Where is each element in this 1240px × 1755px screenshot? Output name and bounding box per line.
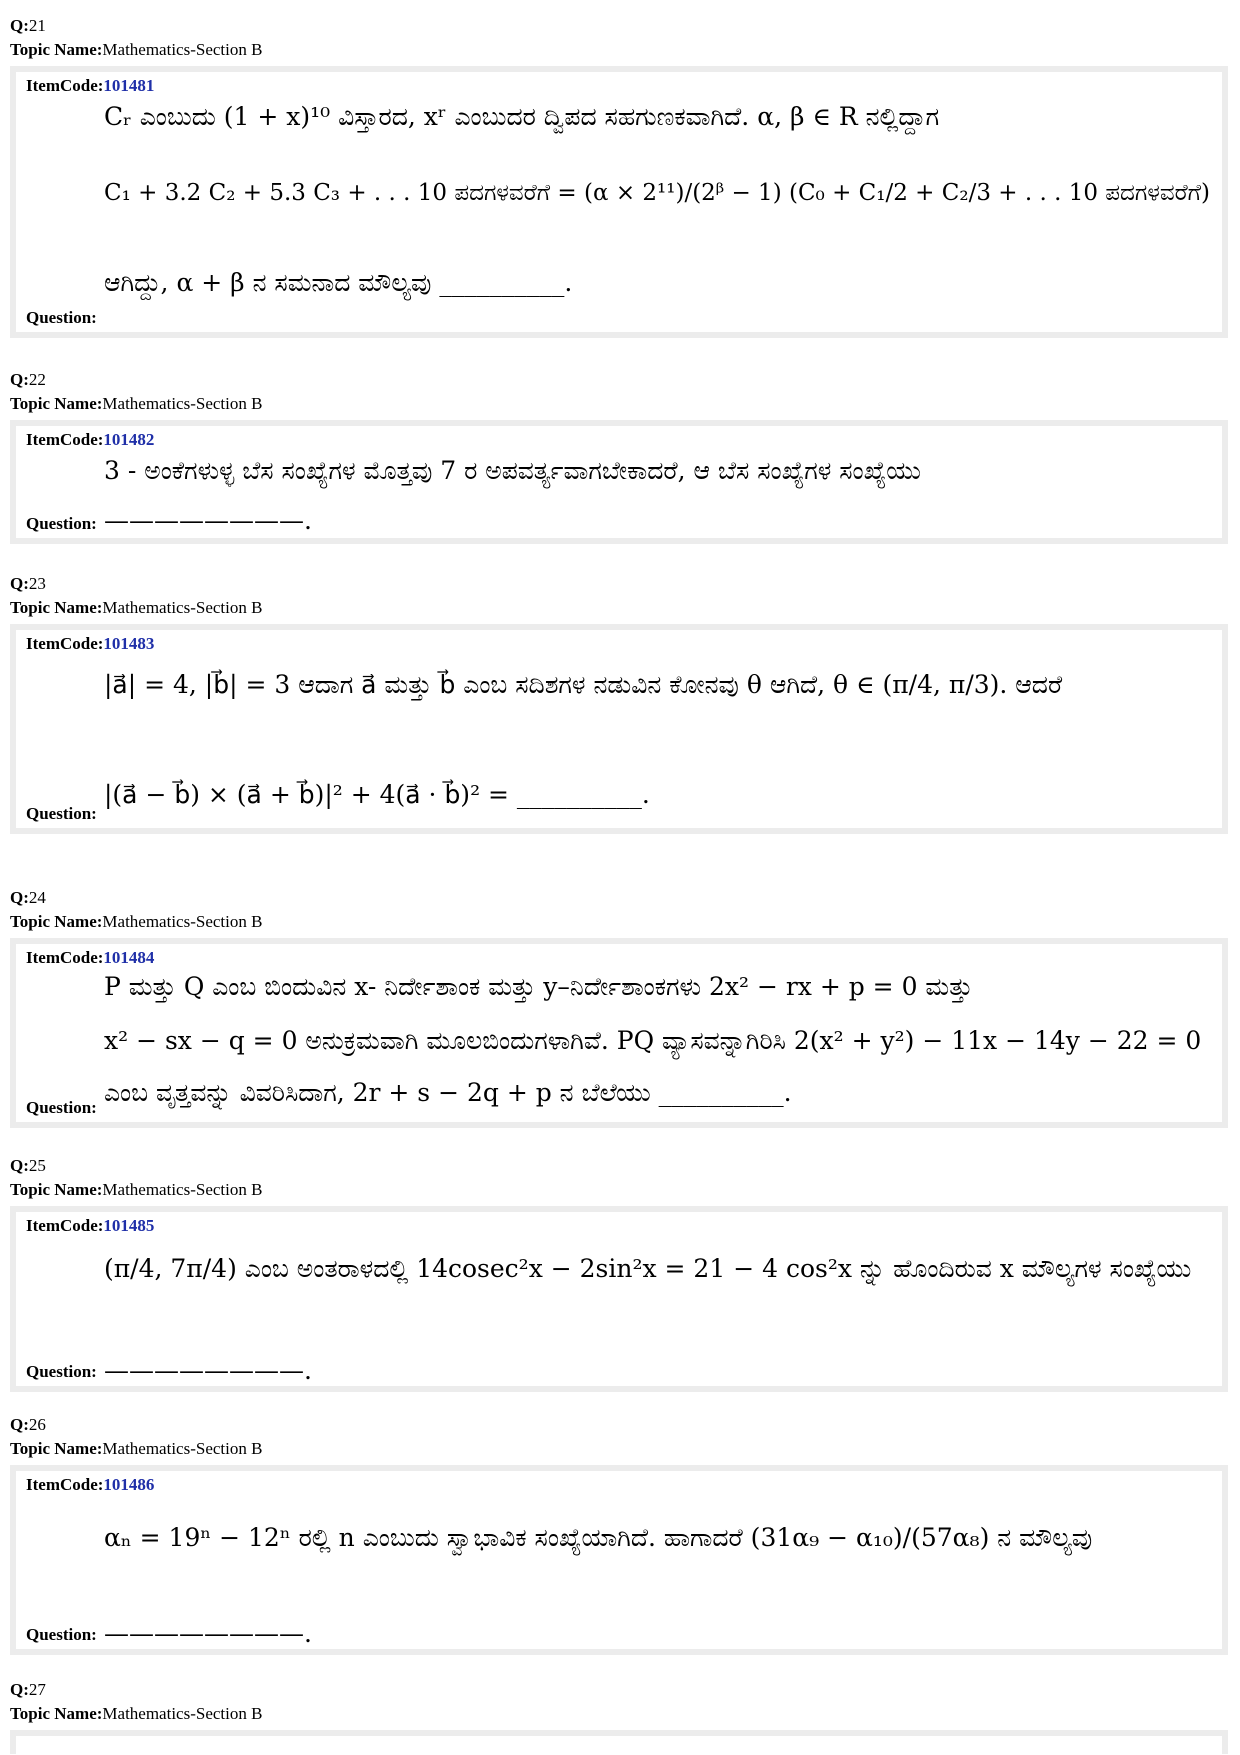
item-code: ItemCode:101481 (26, 76, 155, 95)
question-text-line: αₙ = 19ⁿ − 12ⁿ ರಲ್ಲಿ n ಎಂಬುದು ಸ್ವಾಭಾವಿಕ ಸಂಖ್ಯೆಯಾಗಿದೆ. ಹಾಗಾದರೆ (31α₉ − α₁₀)/(57α₈) ನ ಮೌಲ್ಯವು (104, 1523, 1093, 1552)
question-label: Question: (26, 1362, 97, 1381)
question-number: Q:25 (10, 1156, 46, 1175)
question-number: Q:22 (10, 370, 46, 389)
question-box (10, 1730, 1228, 1754)
question-label: Question: (26, 804, 97, 823)
item-code: ItemCode:101485 (26, 1216, 155, 1235)
question-text-line: P ಮತ್ತು Q ಎಂಬ ಬಿಂದುವಿನ x- ನಿರ್ದೇಶಾಂಕ ಮತ್ತು y–ನಿರ್ದೇಶಾಂಕಗಳು 2x² − rx + p = 0 ಮತ್ತು (104, 972, 973, 1001)
question-label: Question: (26, 514, 97, 533)
question-label: Question: (26, 308, 97, 327)
question-box (10, 420, 1228, 544)
question-23 (10, 572, 1230, 834)
item-code: ItemCode:101483 (26, 634, 155, 653)
question-number: Q:24 (10, 888, 46, 907)
question-21 (10, 14, 1230, 338)
question-text-line: ಆಗಿದ್ದು, α + β ನ ಸಮನಾದ ಮೌಲ್ಯವು __________. (104, 268, 573, 297)
item-code: ItemCode:101482 (26, 430, 155, 449)
question-box (10, 1465, 1228, 1655)
question-text-line: (π/4, 7π/4) ಎಂಬ ಅಂತರಾಳದಲ್ಲಿ 14cosec²x − 2sin²x = 21 − 4 cos²x ನ್ನು ಹೊಂದಿರುವ x ಮೌಲ್ಯಗಳ ಸಂಖ್ಯೆಯು (104, 1254, 1192, 1283)
question-label: Question: (26, 1098, 97, 1117)
question-text-line: 3 - ಅಂಕೆಗಳುಳ್ಳ ಬೆಸ ಸಂಖ್ಯೆಗಳ ಮೊತ್ತವು 7 ರ ಅಪವರ್ತ್ಯವಾಗಬೇಕಾದರೆ, ಆ ಬೆಸ ಸಂಖ್ಯೆಗಳ ಸಂಖ್ಯೆಯು (104, 456, 921, 485)
question-24 (10, 886, 1230, 1128)
question-text-line: |a⃗| = 4, |b⃗| = 3 ಆದಾಗ a⃗ ಮತ್ತು b⃗ ಎಂಬ ಸದಿಶಗಳ ನಡುವಿನ ಕೋನವು θ ಆಗಿದೆ, θ ∈ (π/4, π/3). ಆದರೆ (104, 670, 1063, 699)
question-box (10, 1206, 1228, 1392)
answer-blank: ————————. (104, 1356, 312, 1385)
topic-name: Topic Name:Mathematics-Section B (10, 394, 263, 413)
question-number: Q:27 (10, 1680, 46, 1699)
topic-name: Topic Name:Mathematics-Section B (10, 598, 263, 617)
question-box (10, 624, 1228, 834)
question-26 (10, 1413, 1230, 1655)
question-number: Q:21 (10, 16, 46, 35)
question-number: Q:26 (10, 1415, 46, 1434)
question-text-line: Cᵣ ಎಂಬುದು (1 + x)¹⁰ ವಿಸ್ತಾರದ, xʳ ಎಂಬುದರ ದ್ವಿಪದ ಸಹಗುಣಕವಾಗಿದೆ. α, β ∈ R ನಲ್ಲಿದ್ದಾಗ (104, 102, 940, 131)
question-text-line: x² − sx − q = 0 ಅನುಕ್ರಮವಾಗಿ ಮೂಲಬಿಂದುಗಳಾಗಿವೆ. PQ ವ್ಯಾಸವನ್ನಾಗಿರಿಸಿ 2(x² + y²) − 11x − 14y − 22 = 0 (104, 1026, 1202, 1055)
answer-blank: ————————. (104, 506, 312, 535)
question-22 (10, 368, 1230, 544)
topic-name: Topic Name:Mathematics-Section B (10, 1180, 263, 1199)
question-25 (10, 1154, 1230, 1392)
topic-name: Topic Name:Mathematics-Section B (10, 40, 263, 59)
question-27 (10, 1678, 1230, 1754)
question-box (10, 66, 1228, 338)
question-box (10, 938, 1228, 1128)
question-text-line: |(a⃗ − b⃗) × (a⃗ + b⃗)|² + 4(a⃗ · b⃗)² = __________. (104, 780, 650, 809)
question-label: Question: (26, 1625, 97, 1644)
topic-name: Topic Name:Mathematics-Section B (10, 1439, 263, 1458)
answer-blank: ————————. (104, 1619, 312, 1648)
topic-name: Topic Name:Mathematics-Section B (10, 912, 263, 931)
item-code: ItemCode:101484 (26, 948, 155, 967)
question-number: Q:23 (10, 574, 46, 593)
topic-name: Topic Name:Mathematics-Section B (10, 1704, 263, 1723)
question-text-line: C₁ + 3.2 C₂ + 5.3 C₃ + . . . 10 ಪದಗಳವರೆಗೆ = (α × 2¹¹)/(2ᵝ − 1) (C₀ + C₁/2 + C₂/3 + . . . 10 ಪದಗಳವರೆಗೆ) (104, 180, 1211, 206)
item-code: ItemCode:101486 (26, 1475, 155, 1494)
question-text-line: ಎಂಬ ವೃತ್ತವನ್ನು ವಿವರಿಸಿದಾಗ, 2r + s − 2q + p ನ ಬೆಲೆಯು __________. (104, 1078, 792, 1107)
